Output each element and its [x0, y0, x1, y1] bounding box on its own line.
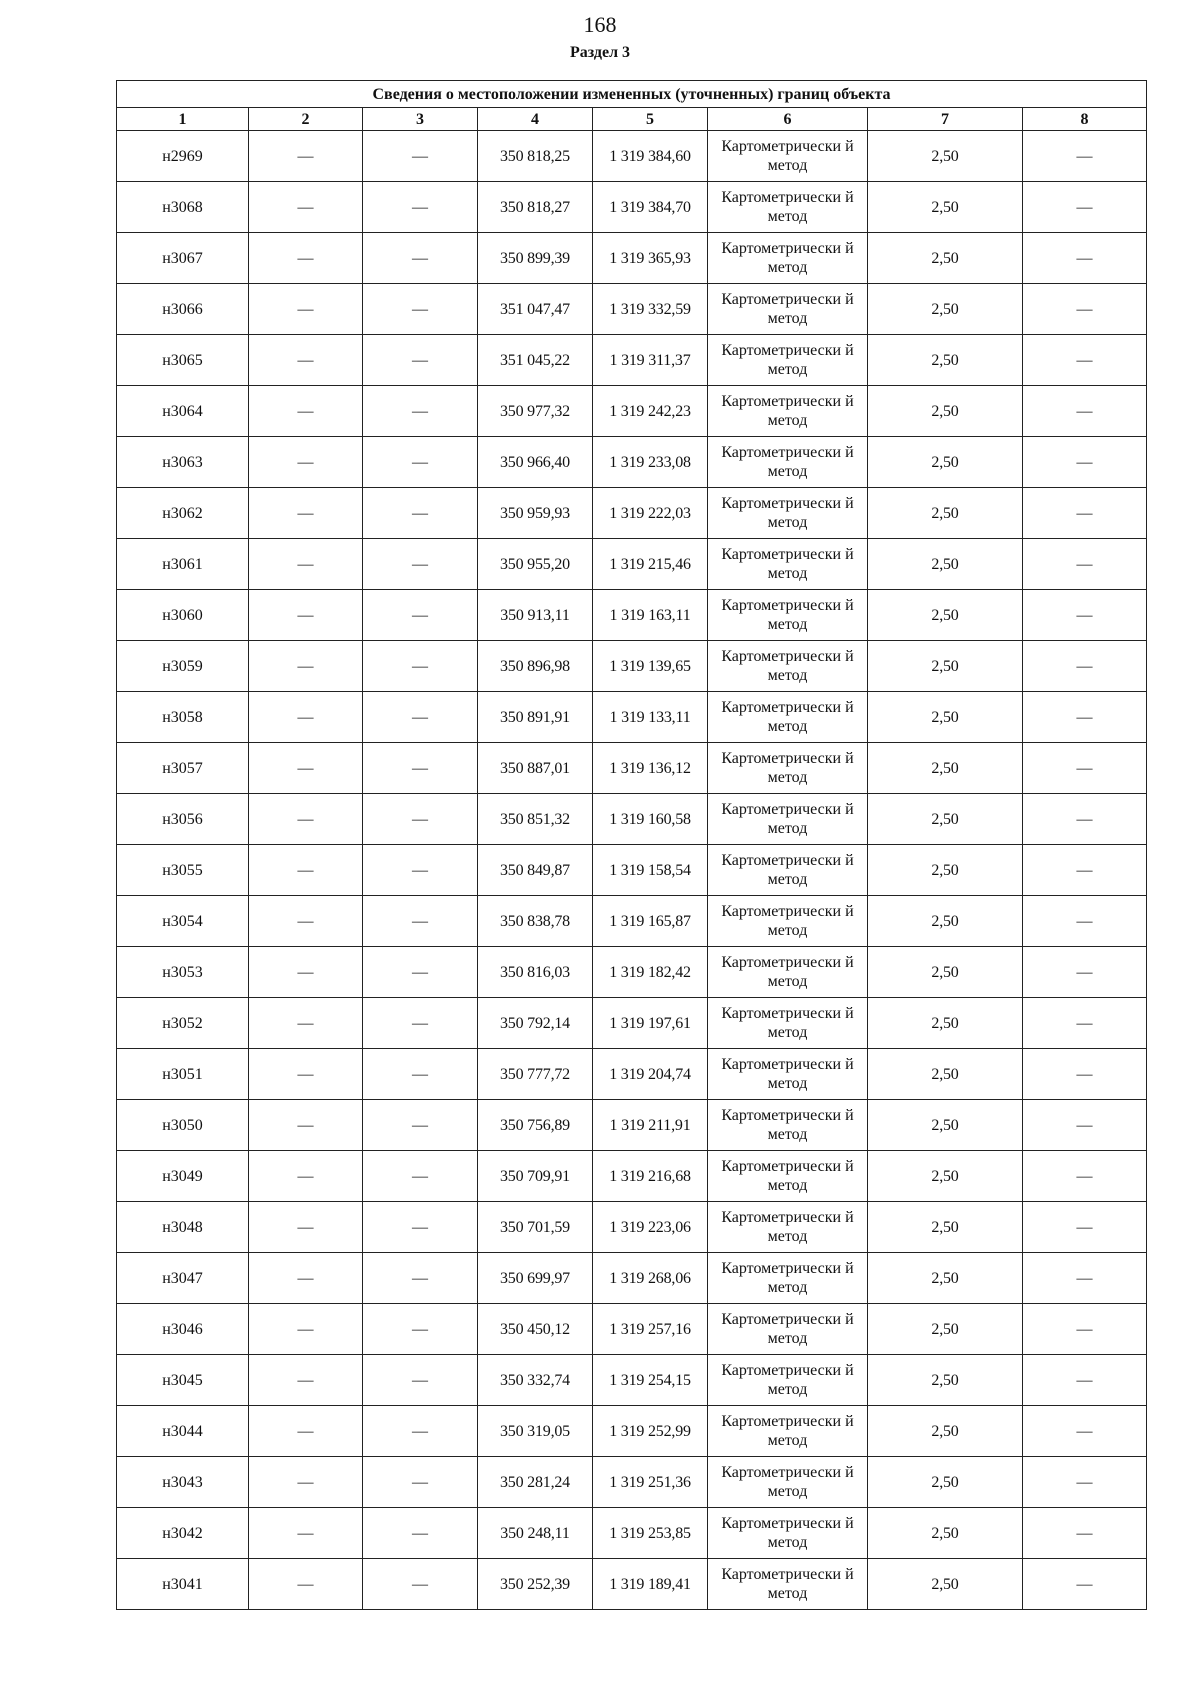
column-header: 3 — [363, 108, 478, 131]
method-cell: Картометрически й метод — [708, 284, 868, 335]
table-row — [117, 131, 1147, 182]
accuracy-cell: 2,50 — [868, 998, 1023, 1049]
method-cell: Картометрически й метод — [708, 1100, 868, 1151]
column-number-row — [117, 108, 1147, 131]
point-name-cell: н3050 — [117, 1100, 249, 1151]
table-row — [117, 1100, 1147, 1151]
method-cell: Картометрически й метод — [708, 233, 868, 284]
x-coordinate-cell: 351 047,47 — [478, 284, 593, 335]
page-number: 168 — [583, 12, 617, 37]
y-coordinate-cell: 1 319 332,59 — [593, 284, 708, 335]
col8-cell: — — [1023, 896, 1147, 947]
column-header: 4 — [478, 108, 593, 131]
col2-cell: — — [249, 794, 363, 845]
col2-cell: — — [249, 182, 363, 233]
accuracy-cell: 2,50 — [868, 845, 1023, 896]
col2-cell: — — [249, 947, 363, 998]
col8-cell: — — [1023, 284, 1147, 335]
accuracy-cell: 2,50 — [868, 539, 1023, 590]
col2-cell: — — [249, 998, 363, 1049]
table-row — [117, 539, 1147, 590]
col3-cell: — — [363, 692, 478, 743]
x-coordinate-cell: 350 959,93 — [478, 488, 593, 539]
y-coordinate-cell: 1 319 204,74 — [593, 1049, 708, 1100]
col3-cell: — — [363, 335, 478, 386]
point-name-cell: н3058 — [117, 692, 249, 743]
y-coordinate-cell: 1 319 384,70 — [593, 182, 708, 233]
col3-cell: — — [363, 896, 478, 947]
accuracy-cell: 2,50 — [868, 1355, 1023, 1406]
point-name-cell: н3062 — [117, 488, 249, 539]
col3-cell: — — [363, 437, 478, 488]
col8-cell: — — [1023, 1100, 1147, 1151]
point-name-cell: н3051 — [117, 1049, 249, 1100]
col8-cell: — — [1023, 1151, 1147, 1202]
accuracy-cell: 2,50 — [868, 641, 1023, 692]
table-row — [117, 1406, 1147, 1457]
x-coordinate-cell: 350 966,40 — [478, 437, 593, 488]
table-row — [117, 335, 1147, 386]
col8-cell: — — [1023, 1559, 1147, 1610]
x-coordinate-cell: 350 851,32 — [478, 794, 593, 845]
x-coordinate-cell: 350 896,98 — [478, 641, 593, 692]
col8-cell: — — [1023, 437, 1147, 488]
y-coordinate-cell: 1 319 233,08 — [593, 437, 708, 488]
table-body — [117, 131, 1147, 1610]
col2-cell: — — [249, 488, 363, 539]
col3-cell: — — [363, 131, 478, 182]
accuracy-cell: 2,50 — [868, 692, 1023, 743]
table-row — [117, 998, 1147, 1049]
col8-cell: — — [1023, 1457, 1147, 1508]
col8-cell: — — [1023, 1508, 1147, 1559]
x-coordinate-cell: 350 699,97 — [478, 1253, 593, 1304]
y-coordinate-cell: 1 319 216,68 — [593, 1151, 708, 1202]
col2-cell: — — [249, 590, 363, 641]
col8-cell: — — [1023, 1253, 1147, 1304]
accuracy-cell: 2,50 — [868, 1253, 1023, 1304]
column-header: 8 — [1023, 108, 1147, 131]
col2-cell: — — [249, 539, 363, 590]
col2-cell: — — [249, 1355, 363, 1406]
table-row — [117, 1151, 1147, 1202]
y-coordinate-cell: 1 319 163,11 — [593, 590, 708, 641]
accuracy-cell: 2,50 — [868, 1508, 1023, 1559]
col8-cell: — — [1023, 539, 1147, 590]
y-coordinate-cell: 1 319 253,85 — [593, 1508, 708, 1559]
point-name-cell: н3065 — [117, 335, 249, 386]
col3-cell: — — [363, 1151, 478, 1202]
table-row — [117, 1049, 1147, 1100]
boundary-coordinates-table — [116, 80, 1147, 1610]
table-row — [117, 437, 1147, 488]
y-coordinate-cell: 1 319 252,99 — [593, 1406, 708, 1457]
accuracy-cell: 2,50 — [868, 1406, 1023, 1457]
table-row — [117, 641, 1147, 692]
col8-cell: — — [1023, 1355, 1147, 1406]
table-row — [117, 743, 1147, 794]
accuracy-cell: 2,50 — [868, 131, 1023, 182]
method-cell: Картометрически й метод — [708, 1202, 868, 1253]
y-coordinate-cell: 1 319 158,54 — [593, 845, 708, 896]
col2-cell: — — [249, 1559, 363, 1610]
x-coordinate-cell: 350 792,14 — [478, 998, 593, 1049]
point-name-cell: н3055 — [117, 845, 249, 896]
x-coordinate-cell: 350 818,27 — [478, 182, 593, 233]
col3-cell: — — [363, 1049, 478, 1100]
x-coordinate-cell: 350 977,32 — [478, 386, 593, 437]
col8-cell: — — [1023, 1049, 1147, 1100]
point-name-cell: н3060 — [117, 590, 249, 641]
y-coordinate-cell: 1 319 222,03 — [593, 488, 708, 539]
table-row — [117, 947, 1147, 998]
y-coordinate-cell: 1 319 384,60 — [593, 131, 708, 182]
col3-cell: — — [363, 845, 478, 896]
accuracy-cell: 2,50 — [868, 386, 1023, 437]
col2-cell: — — [249, 437, 363, 488]
method-cell: Картометрически й метод — [708, 1355, 868, 1406]
col2-cell: — — [249, 641, 363, 692]
col2-cell: — — [249, 1151, 363, 1202]
col3-cell: — — [363, 1406, 478, 1457]
point-name-cell: н3043 — [117, 1457, 249, 1508]
col8-cell: — — [1023, 335, 1147, 386]
accuracy-cell: 2,50 — [868, 1304, 1023, 1355]
method-cell: Картометрически й метод — [708, 182, 868, 233]
accuracy-cell: 2,50 — [868, 947, 1023, 998]
method-cell: Картометрически й метод — [708, 1304, 868, 1355]
col2-cell: — — [249, 896, 363, 947]
point-name-cell: н3053 — [117, 947, 249, 998]
col3-cell: — — [363, 182, 478, 233]
y-coordinate-cell: 1 319 365,93 — [593, 233, 708, 284]
col3-cell: — — [363, 641, 478, 692]
column-header: 1 — [117, 108, 249, 131]
x-coordinate-cell: 351 045,22 — [478, 335, 593, 386]
point-name-cell: н3056 — [117, 794, 249, 845]
col8-cell: — — [1023, 233, 1147, 284]
accuracy-cell: 2,50 — [868, 284, 1023, 335]
method-cell: Картометрически й метод — [708, 590, 868, 641]
table-row — [117, 845, 1147, 896]
point-name-cell: н3046 — [117, 1304, 249, 1355]
col8-cell: — — [1023, 590, 1147, 641]
y-coordinate-cell: 1 319 268,06 — [593, 1253, 708, 1304]
table-row — [117, 590, 1147, 641]
x-coordinate-cell: 350 913,11 — [478, 590, 593, 641]
x-coordinate-cell: 350 709,91 — [478, 1151, 593, 1202]
x-coordinate-cell: 350 281,24 — [478, 1457, 593, 1508]
x-coordinate-cell: 350 816,03 — [478, 947, 593, 998]
col3-cell: — — [363, 947, 478, 998]
table-caption: Сведения о местоположении измененных (уточненных) границ объекта — [117, 81, 1147, 108]
y-coordinate-cell: 1 319 136,12 — [593, 743, 708, 794]
accuracy-cell: 2,50 — [868, 1559, 1023, 1610]
table-row — [117, 1508, 1147, 1559]
table-row — [117, 1202, 1147, 1253]
x-coordinate-cell: 350 899,39 — [478, 233, 593, 284]
col3-cell: — — [363, 1355, 478, 1406]
table-row — [117, 488, 1147, 539]
col3-cell: — — [363, 590, 478, 641]
point-name-cell: н3067 — [117, 233, 249, 284]
col3-cell: — — [363, 1559, 478, 1610]
col8-cell: — — [1023, 386, 1147, 437]
point-name-cell: н3048 — [117, 1202, 249, 1253]
point-name-cell: н3064 — [117, 386, 249, 437]
point-name-cell: н3059 — [117, 641, 249, 692]
y-coordinate-cell: 1 319 182,42 — [593, 947, 708, 998]
col2-cell: — — [249, 1304, 363, 1355]
table-row — [117, 182, 1147, 233]
point-name-cell: н3063 — [117, 437, 249, 488]
table-row — [117, 284, 1147, 335]
col2-cell: — — [249, 284, 363, 335]
point-name-cell: н3054 — [117, 896, 249, 947]
col3-cell: — — [363, 233, 478, 284]
point-name-cell: н3052 — [117, 998, 249, 1049]
accuracy-cell: 2,50 — [868, 794, 1023, 845]
method-cell: Картометрически й метод — [708, 845, 868, 896]
col3-cell: — — [363, 1457, 478, 1508]
accuracy-cell: 2,50 — [868, 743, 1023, 794]
point-name-cell: н3049 — [117, 1151, 249, 1202]
method-cell: Картометрически й метод — [708, 1253, 868, 1304]
table-row — [117, 794, 1147, 845]
col8-cell: — — [1023, 182, 1147, 233]
column-header: 7 — [868, 108, 1023, 131]
col8-cell: — — [1023, 1304, 1147, 1355]
method-cell: Картометрически й метод — [708, 131, 868, 182]
accuracy-cell: 2,50 — [868, 488, 1023, 539]
col2-cell: — — [249, 692, 363, 743]
y-coordinate-cell: 1 319 223,06 — [593, 1202, 708, 1253]
method-cell: Картометрически й метод — [708, 335, 868, 386]
method-cell: Картометрически й метод — [708, 998, 868, 1049]
x-coordinate-cell: 350 838,78 — [478, 896, 593, 947]
method-cell: Картометрически й метод — [708, 794, 868, 845]
y-coordinate-cell: 1 319 251,36 — [593, 1457, 708, 1508]
point-name-cell: н3045 — [117, 1355, 249, 1406]
col2-cell: — — [249, 1100, 363, 1151]
y-coordinate-cell: 1 319 215,46 — [593, 539, 708, 590]
x-coordinate-cell: 350 777,72 — [478, 1049, 593, 1100]
col3-cell: — — [363, 284, 478, 335]
x-coordinate-cell: 350 887,01 — [478, 743, 593, 794]
table-row — [117, 233, 1147, 284]
method-cell: Картометрически й метод — [708, 641, 868, 692]
col2-cell: — — [249, 386, 363, 437]
col3-cell: — — [363, 794, 478, 845]
table-row — [117, 1457, 1147, 1508]
x-coordinate-cell: 350 849,87 — [478, 845, 593, 896]
col3-cell: — — [363, 743, 478, 794]
table-row — [117, 692, 1147, 743]
point-name-cell: н3042 — [117, 1508, 249, 1559]
col2-cell: — — [249, 1406, 363, 1457]
y-coordinate-cell: 1 319 211,91 — [593, 1100, 708, 1151]
accuracy-cell: 2,50 — [868, 437, 1023, 488]
section-title: Раздел 3 — [569, 44, 631, 61]
table-row — [117, 1253, 1147, 1304]
col3-cell: — — [363, 1100, 478, 1151]
x-coordinate-cell: 350 891,91 — [478, 692, 593, 743]
accuracy-cell: 2,50 — [868, 1049, 1023, 1100]
col8-cell: — — [1023, 692, 1147, 743]
x-coordinate-cell: 350 756,89 — [478, 1100, 593, 1151]
col2-cell: — — [249, 1049, 363, 1100]
col3-cell: — — [363, 1508, 478, 1559]
x-coordinate-cell: 350 319,05 — [478, 1406, 593, 1457]
y-coordinate-cell: 1 319 189,41 — [593, 1559, 708, 1610]
table-row — [117, 1355, 1147, 1406]
col3-cell: — — [363, 488, 478, 539]
point-name-cell: н3068 — [117, 182, 249, 233]
col2-cell: — — [249, 131, 363, 182]
x-coordinate-cell: 350 332,74 — [478, 1355, 593, 1406]
col8-cell: — — [1023, 1202, 1147, 1253]
x-coordinate-cell: 350 955,20 — [478, 539, 593, 590]
col2-cell: — — [249, 1457, 363, 1508]
point-name-cell: н3057 — [117, 743, 249, 794]
method-cell: Картометрически й метод — [708, 1508, 868, 1559]
point-name-cell: н3047 — [117, 1253, 249, 1304]
method-cell: Картометрически й метод — [708, 539, 868, 590]
column-header: 2 — [249, 108, 363, 131]
col2-cell: — — [249, 1253, 363, 1304]
table-row — [117, 386, 1147, 437]
col8-cell: — — [1023, 1406, 1147, 1457]
y-coordinate-cell: 1 319 197,61 — [593, 998, 708, 1049]
accuracy-cell: 2,50 — [868, 1202, 1023, 1253]
method-cell: Картометрически й метод — [708, 743, 868, 794]
x-coordinate-cell: 350 248,11 — [478, 1508, 593, 1559]
method-cell: Картометрически й метод — [708, 1049, 868, 1100]
method-cell: Картометрически й метод — [708, 947, 868, 998]
y-coordinate-cell: 1 319 257,16 — [593, 1304, 708, 1355]
method-cell: Картометрически й метод — [708, 386, 868, 437]
point-name-cell: н3066 — [117, 284, 249, 335]
col2-cell: — — [249, 845, 363, 896]
accuracy-cell: 2,50 — [868, 233, 1023, 284]
method-cell: Картометрически й метод — [708, 1457, 868, 1508]
point-name-cell: н3041 — [117, 1559, 249, 1610]
point-name-cell: н2969 — [117, 131, 249, 182]
y-coordinate-cell: 1 319 242,23 — [593, 386, 708, 437]
y-coordinate-cell: 1 319 160,58 — [593, 794, 708, 845]
col8-cell: — — [1023, 743, 1147, 794]
method-cell: Картометрически й метод — [708, 1406, 868, 1457]
y-coordinate-cell: 1 319 165,87 — [593, 896, 708, 947]
accuracy-cell: 2,50 — [868, 1100, 1023, 1151]
col8-cell: — — [1023, 794, 1147, 845]
col3-cell: — — [363, 1202, 478, 1253]
accuracy-cell: 2,50 — [868, 182, 1023, 233]
col2-cell: — — [249, 743, 363, 794]
y-coordinate-cell: 1 319 133,11 — [593, 692, 708, 743]
accuracy-cell: 2,50 — [868, 1151, 1023, 1202]
y-coordinate-cell: 1 319 139,65 — [593, 641, 708, 692]
table-row — [117, 896, 1147, 947]
x-coordinate-cell: 350 701,59 — [478, 1202, 593, 1253]
y-coordinate-cell: 1 319 311,37 — [593, 335, 708, 386]
method-cell: Картометрически й метод — [708, 692, 868, 743]
col8-cell: — — [1023, 488, 1147, 539]
y-coordinate-cell: 1 319 254,15 — [593, 1355, 708, 1406]
col3-cell: — — [363, 1304, 478, 1355]
col3-cell: — — [363, 386, 478, 437]
col2-cell: — — [249, 1508, 363, 1559]
accuracy-cell: 2,50 — [868, 590, 1023, 641]
col3-cell: — — [363, 998, 478, 1049]
point-name-cell: н3044 — [117, 1406, 249, 1457]
method-cell: Картометрически й метод — [708, 1559, 868, 1610]
col3-cell: — — [363, 539, 478, 590]
x-coordinate-cell: 350 450,12 — [478, 1304, 593, 1355]
accuracy-cell: 2,50 — [868, 1457, 1023, 1508]
col3-cell: — — [363, 1253, 478, 1304]
col8-cell: — — [1023, 947, 1147, 998]
col8-cell: — — [1023, 131, 1147, 182]
column-header: 6 — [708, 108, 868, 131]
table-row — [117, 1559, 1147, 1610]
method-cell: Картометрически й метод — [708, 896, 868, 947]
x-coordinate-cell: 350 252,39 — [478, 1559, 593, 1610]
method-cell: Картометрически й метод — [708, 437, 868, 488]
col8-cell: — — [1023, 845, 1147, 896]
accuracy-cell: 2,50 — [868, 896, 1023, 947]
col2-cell: — — [249, 233, 363, 284]
accuracy-cell: 2,50 — [868, 335, 1023, 386]
method-cell: Картометрически й метод — [708, 488, 868, 539]
col8-cell: — — [1023, 641, 1147, 692]
col8-cell: — — [1023, 998, 1147, 1049]
col2-cell: — — [249, 335, 363, 386]
x-coordinate-cell: 350 818,25 — [478, 131, 593, 182]
point-name-cell: н3061 — [117, 539, 249, 590]
column-header: 5 — [593, 108, 708, 131]
method-cell: Картометрически й метод — [708, 1151, 868, 1202]
col2-cell: — — [249, 1202, 363, 1253]
table-row — [117, 1304, 1147, 1355]
